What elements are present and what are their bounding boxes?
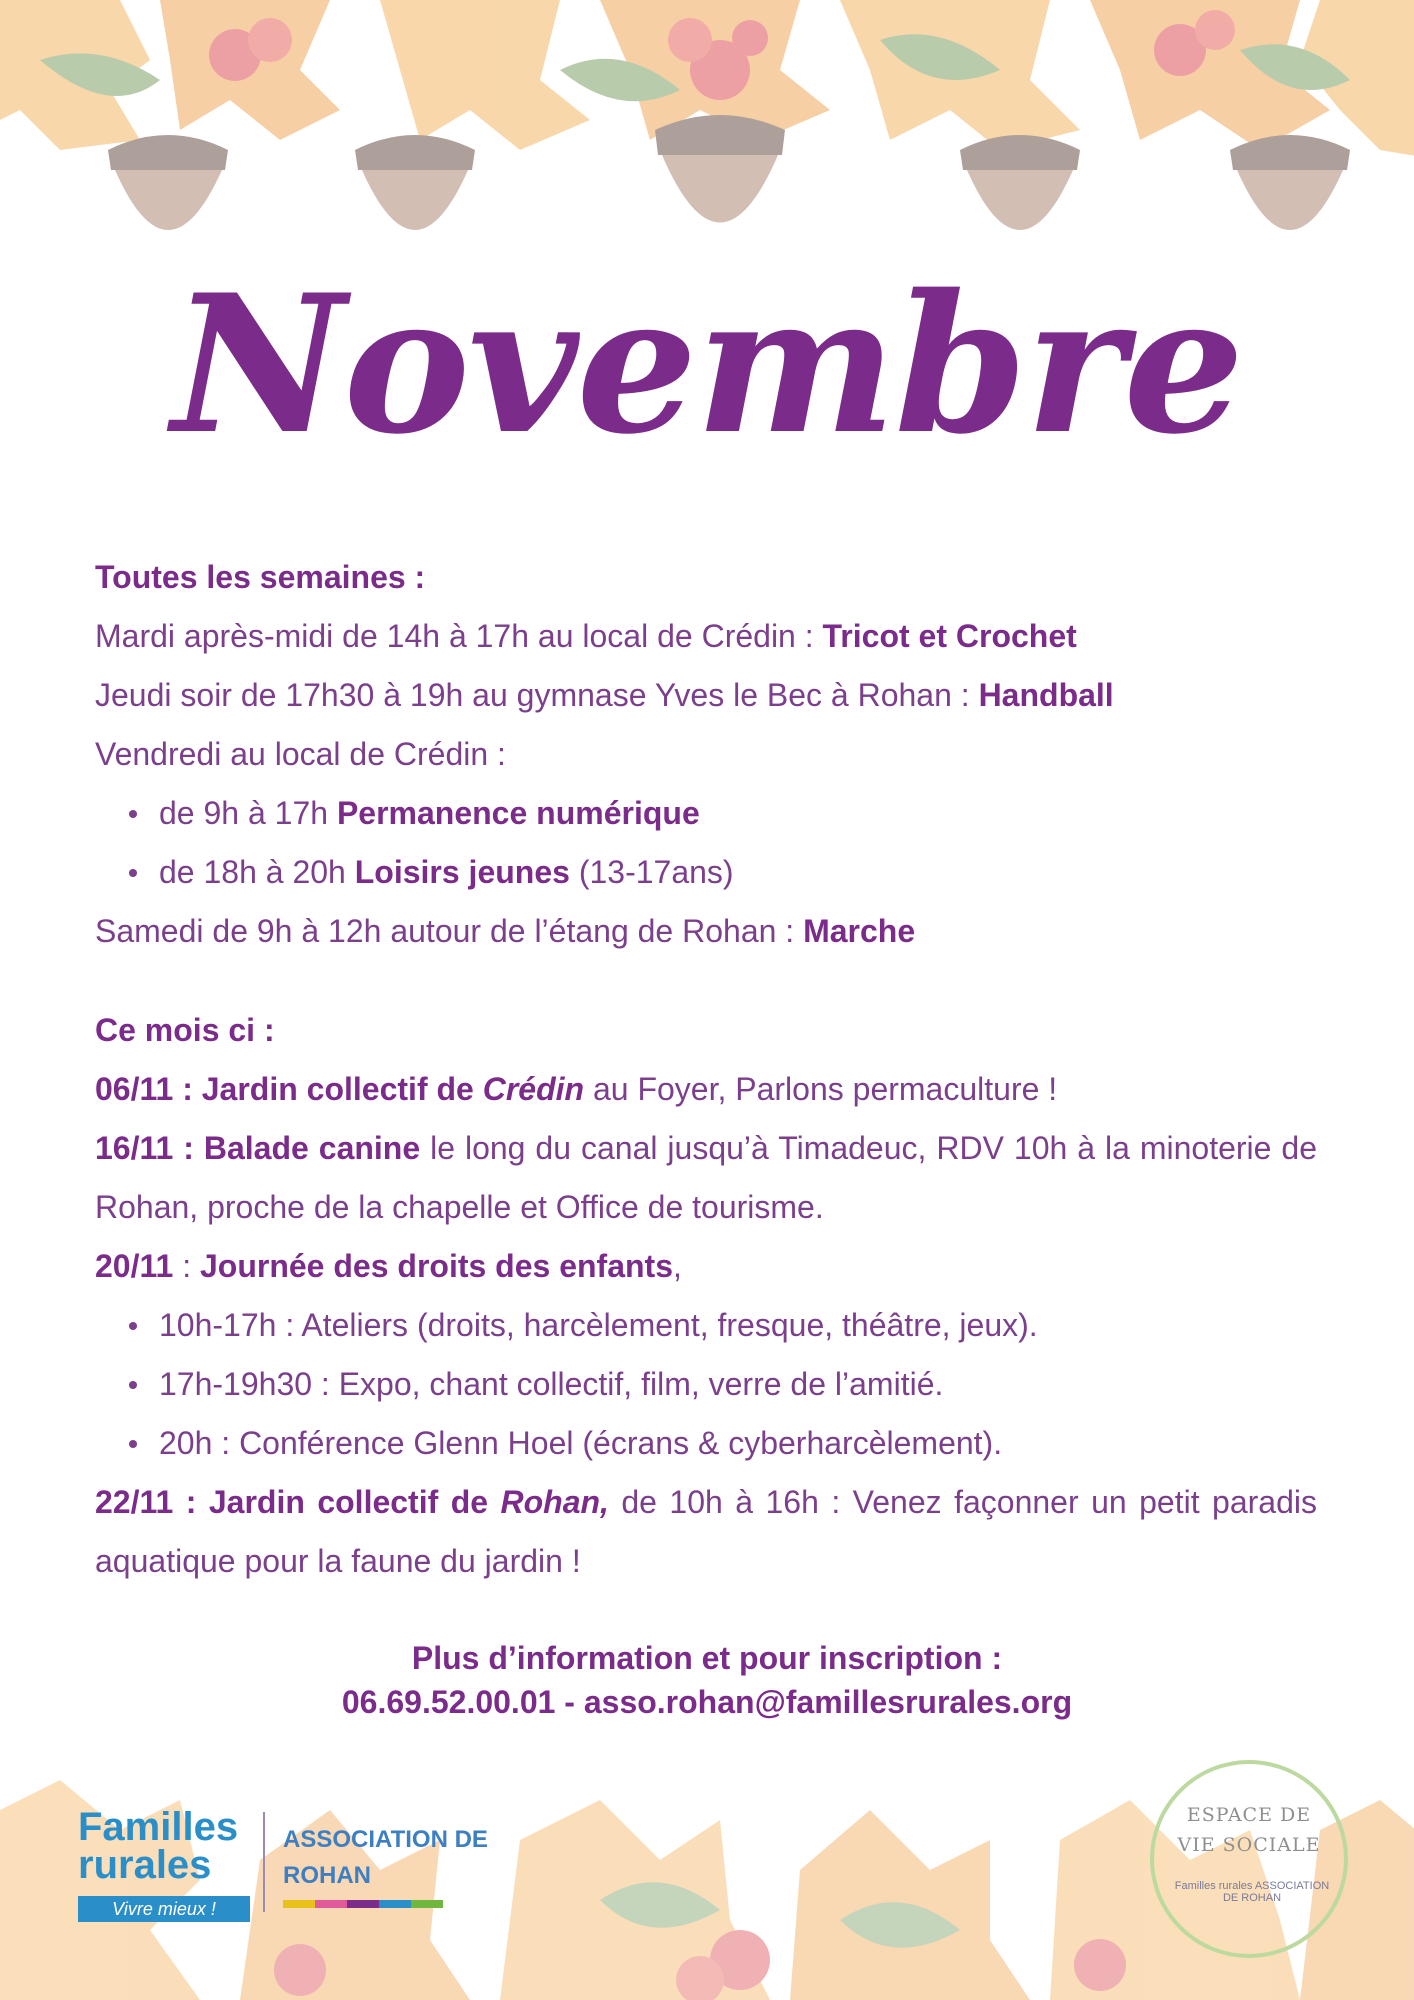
list-item: 20h : Conférence Glenn Hoel (écrans & cyberharcèlement). bbox=[159, 1414, 1317, 1473]
logo-tagline: Vivre mieux ! bbox=[78, 1896, 250, 1922]
page-title: Novembre bbox=[171, 253, 1243, 476]
familles-rurales-logo bbox=[78, 1768, 518, 1928]
weekly-heading: Toutes les semaines : bbox=[95, 559, 426, 595]
list-item: 17h-19h30 : Expo, chant collectif, film, verre de l’amitié. bbox=[159, 1355, 1317, 1414]
contact-heading: Plus d’information et pour inscription : bbox=[411, 1640, 1003, 1676]
contact-info bbox=[0, 1636, 1414, 1724]
logo-association: ASSOCIATION DE ROHAN bbox=[283, 1826, 488, 1889]
contact-details: 06.69.52.00.01 - asso.rohan@famillesrurales.org bbox=[341, 1684, 1073, 1720]
logo-color-bar bbox=[283, 1900, 443, 1908]
weekly-tuesday: Mardi après-midi de 14h à 17h au local de Crédin : Tricot et Crochet bbox=[95, 618, 1077, 654]
list-item: de 18h à 20h Loisirs jeunes (13-17ans) bbox=[159, 843, 1317, 902]
event-20-11-list bbox=[95, 1296, 1317, 1473]
event-16-11: 16/11 : Balade canine le long du canal jusqu’à Timadeuc, RDV 10h à la minoterie de Rohan, proche de la chapelle et Office de tourisme. bbox=[95, 1130, 1318, 1225]
list-item: 10h-17h : Ateliers (droits, harcèlement, fresque, théâtre, jeux). bbox=[159, 1296, 1317, 1355]
event-06-11: 06/11 : Jardin collectif de Crédin au Foyer, Parlons permaculture ! bbox=[95, 1071, 1058, 1107]
weekly-saturday: Samedi de 9h à 12h autour de l’étang de Rohan : Marche bbox=[95, 913, 916, 949]
logo-name: Familles rurales bbox=[78, 1805, 239, 1887]
monthly-heading: Ce mois ci : bbox=[95, 1012, 275, 1048]
weekly-thursday: Jeudi soir de 17h30 à 19h au gymnase Yves le Bec à Rohan : Handball bbox=[95, 677, 1114, 713]
program-content bbox=[95, 548, 1317, 1591]
list-item: de 9h à 17h Permanence numérique bbox=[159, 784, 1317, 843]
event-20-11: 20/11 : Journée des droits des enfants, bbox=[95, 1248, 682, 1284]
event-22-11: 22/11 : Jardin collectif de Rohan, de 10h à 16h : Venez façonner un petit paradis aquatique pour la faune du jardin ! bbox=[95, 1484, 1317, 1579]
friday-list bbox=[95, 784, 1317, 902]
weekly-friday: Vendredi au local de Crédin : bbox=[95, 736, 506, 772]
espace-vie-sociale-badge: ESPACE DE VIE SOCIALE Familles rurales ASSOCIATION DE ROHAN bbox=[1150, 1760, 1350, 1960]
